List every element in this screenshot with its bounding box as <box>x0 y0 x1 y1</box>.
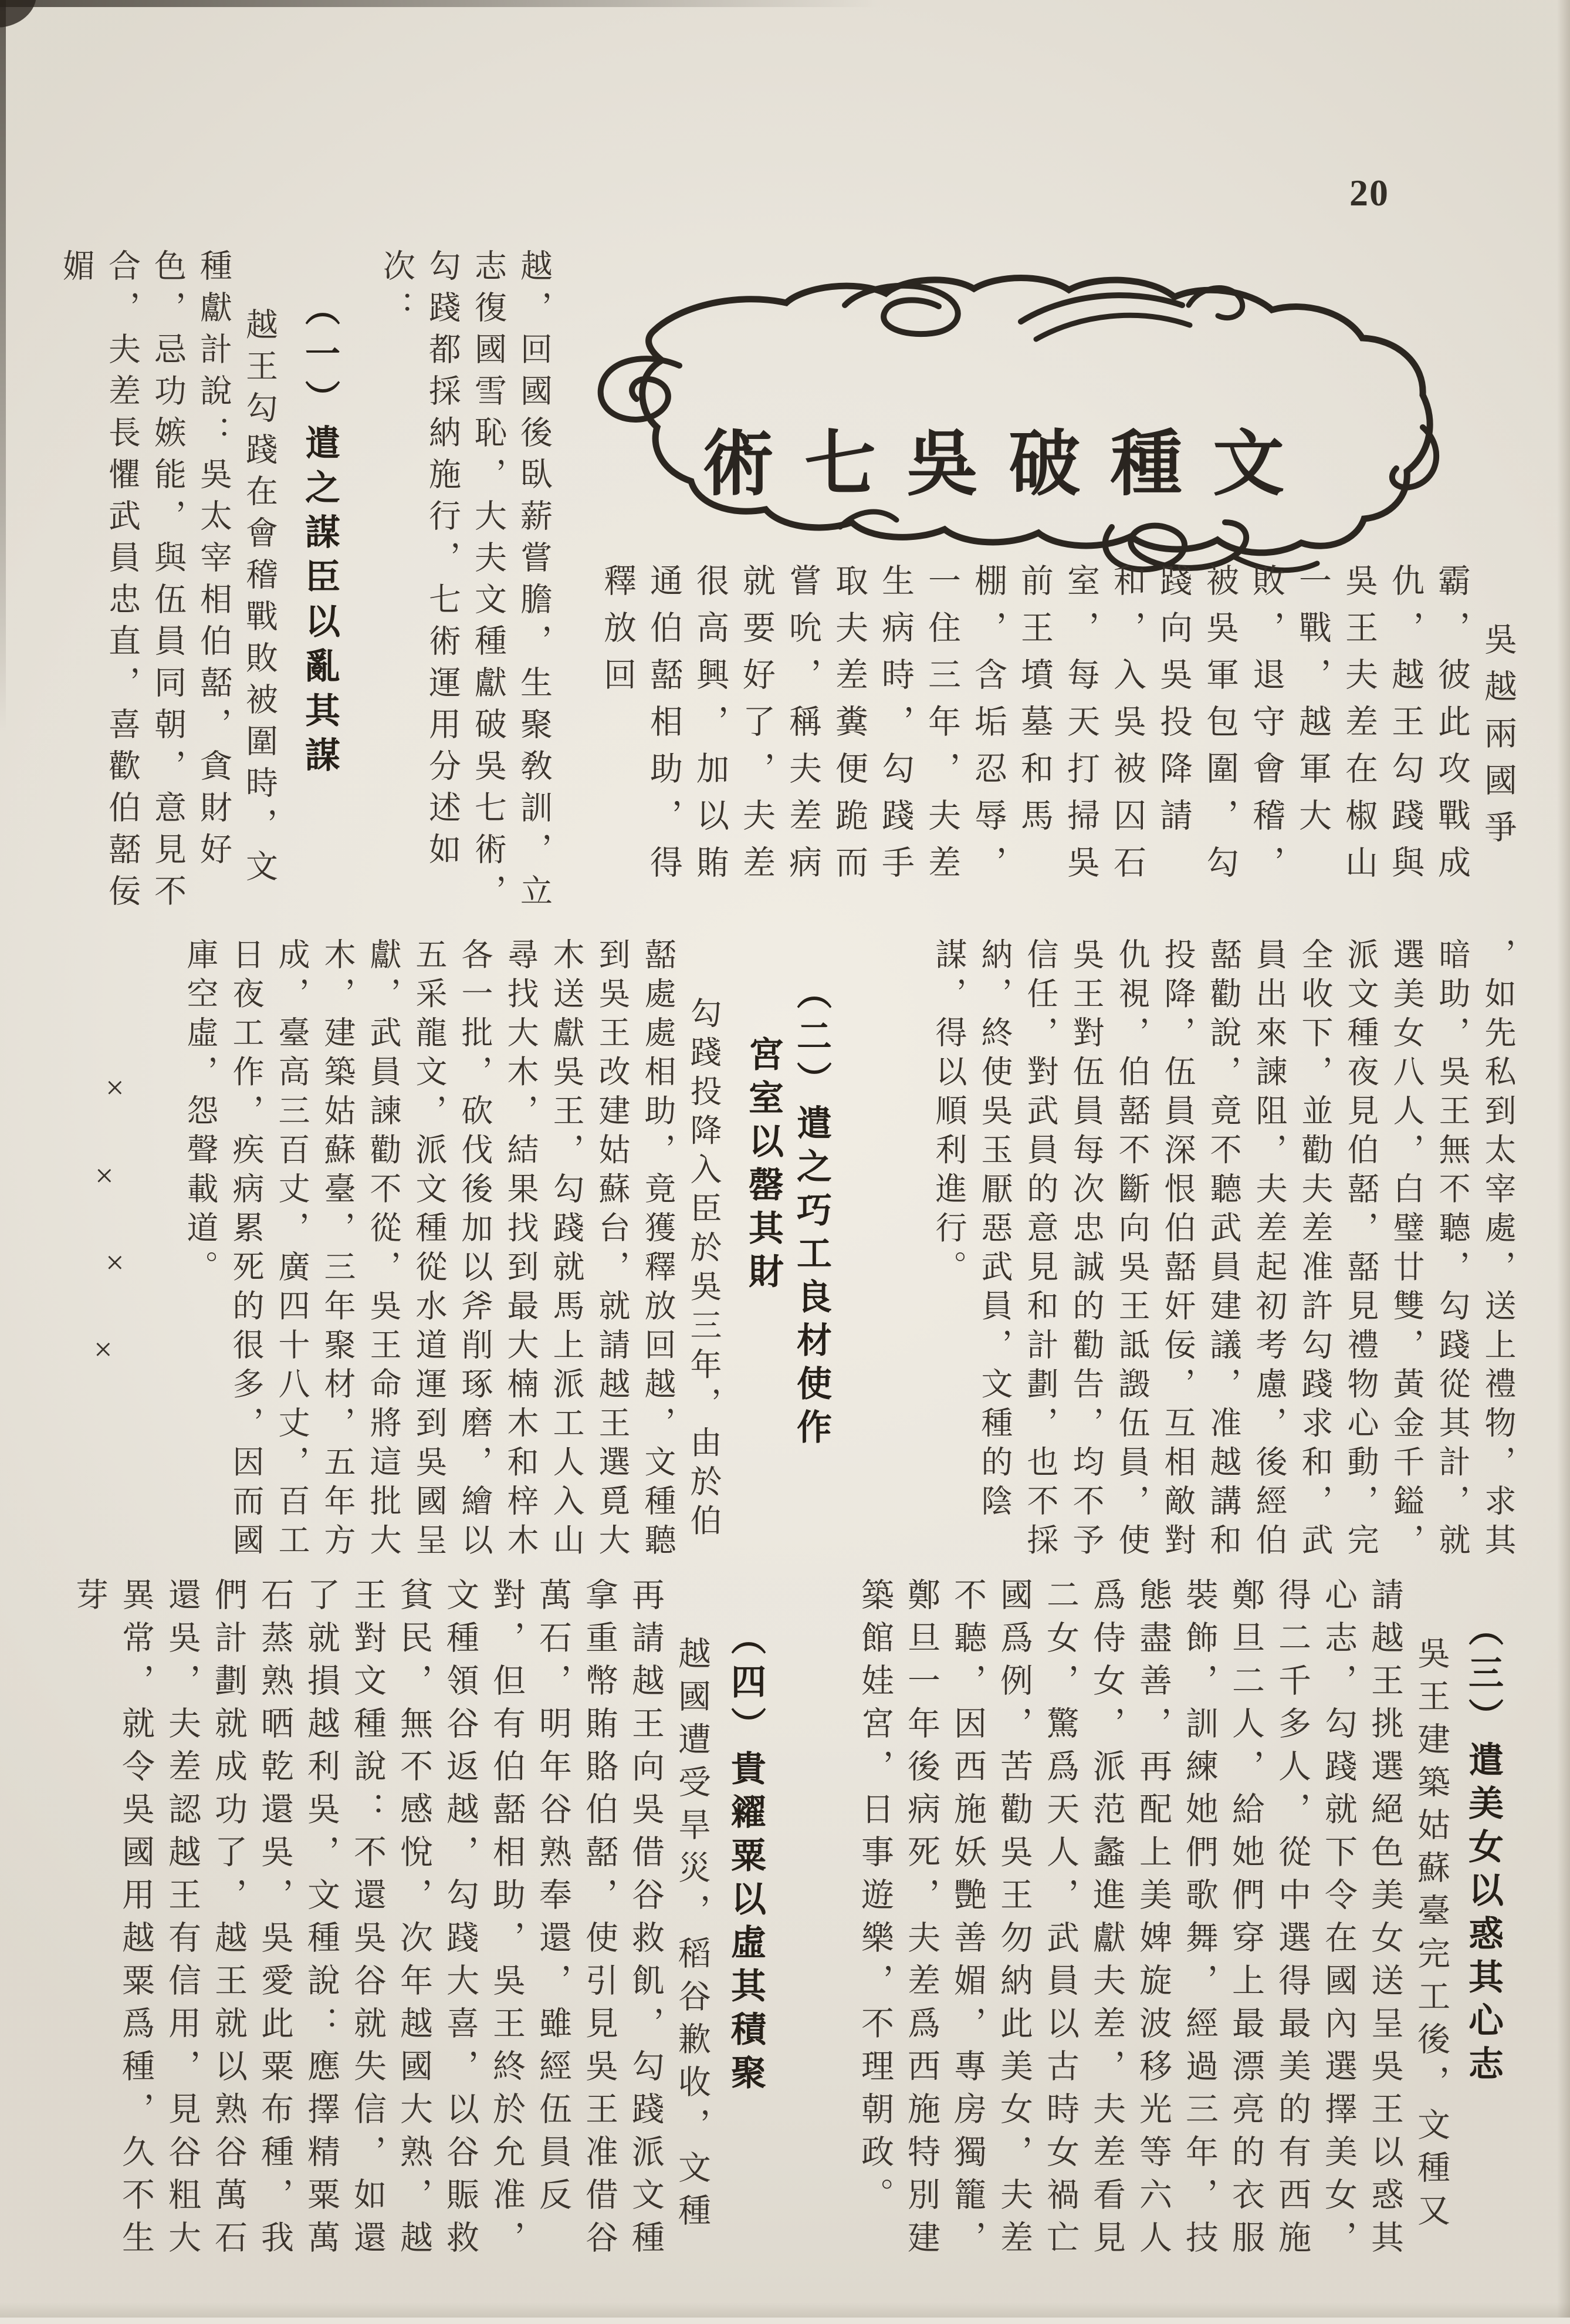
cloud-loop-top <box>845 286 958 334</box>
separator-x-mark: × <box>95 1158 114 1194</box>
section-2-body: 勾踐投降入臣於吳三年，由於伯嚭處處相助，竟獲釋放回越，文種聽到吳王改建姑蘇台，就請越王選覓大木送獻吳王，勾踐就馬上派工人入山尋找大木，結果找到最大楠木和梓木各一批，砍伐後加以斧削琢磨，繪以五采龍文，派文種從水道運到吳國呈獻，武員諫勸不從，吳王命將這批大木，建築姑蘇臺，三年聚材，五年方成，臺高三百丈，廣四十八丈，百工日夜工作，疾病累死的很多，因而國庫空虛，怨聲載道。 <box>182 938 721 1562</box>
scan-edge-right <box>1557 0 1570 2318</box>
separator-x-mark: × <box>106 1070 124 1106</box>
section-1-body-part-2: ，如先私到太宰處，送上禮物，求其暗助，吳王無不聽，勾踐從其計，就選美女八人，白璧廿雙，黃金千鎰，派文種夜見伯嚭，嚭見禮物心動，完全收下，並勸夫差准許勾踐求和，武員出來諫阻，夫差起初考慮，後經伯嚭勸說，竟不聽武員建議，准越講和投降，伍員深恨伯嚭奸佞，互相敵對仇視，伯嚭不斷向吳王詆譭伍員，使吳王對伍員每次忠誠的勸告，均不予信任，對武員的意見和計劃，也不採納，終使吳玉厭惡武員，文種的陰謀，得以順利進行。 <box>931 938 1515 1562</box>
article-title: 文種破吳七術 <box>702 425 1315 505</box>
section-2-heading: （二）遣之巧工良材使作 <box>792 974 831 1452</box>
title-box <box>610 251 1437 580</box>
section-2-heading-line-2: 宮室以罄其財 <box>744 1036 783 1296</box>
section-4-heading: （四）貴糴粟以虛其積聚 <box>726 1620 765 2097</box>
scan-edge-left <box>0 0 6 734</box>
section-1-heading: （一）遣之謀臣以亂其謀 <box>300 290 339 781</box>
intro-paragraph-part-1: 吳越兩國爭霸，彼此攻戰成仇，越王勾踐與吳王夫差在椒山一戰，越軍大敗，退守會稽，被吳軍包圍，勾踐向吳投降請和，入吳被囚石室，每天打掃吳前王墳墓和馬棚，含垢忍辱，一住三年，夫差生病時，勾踐手取夫差糞便跪而嘗吮，稱夫差病就要好了，夫差很高興，加以賄通伯嚭相助，得釋放回 <box>599 563 1516 892</box>
section-1-body-part-1: 越王勾踐在會稽戰敗被圍時，文種獻計說：吳太宰相伯嚭，貪財好色，忌功嫉能，與伍員同朝，意見不合，夫差長懼武員忠直，喜歡伯嚭佞媚 <box>58 249 277 916</box>
page-number: 20 <box>1349 172 1389 214</box>
cloud-ribbon-top-right-2 <box>1036 315 1190 339</box>
scan-corner-artifact <box>0 0 40 29</box>
section-4-body: 越國遭受旱災，稻谷歉收，文種再請越王向吳借谷救飢，勾踐派文種拿重幣賄賂伯嚭，使引見吳王准借谷萬石，明年谷熟奉還，雖經伍員反對，但有伯嚭相助，吳王終於允准，文種領谷返越，勾踐大喜，以谷賑救貧民，無不感悅，次年越國大熟，越王對文種說：不還吳谷就失信，如還了就損越利吳，文種說：應擇精粟萬石蒸熟晒乾還吳，吳愛此粟布種，我們計劃就成功了，越王就以熟谷萬石還吳，夫差認越王有信用，見谷粗大異常，就令吳國用越粟爲種，久不生芽 <box>71 1578 710 2263</box>
section-3-heading: （三）遣美女以惑其心志 <box>1464 1611 1503 2089</box>
scan-edge-top <box>0 0 880 7</box>
section-3-body: 吳王建築姑蘇臺完工後，文種又請越王挑選絕色美女送呈吳王以惑其心志，勾踐就下令在國內選擇美女，得二千多人，從中選得最美的有西施鄭旦二人，給她們穿上最漂亮的衣服裝飾，訓練她們歌舞，經過三年，技態盡善，再配上美婢旋波移光等六人爲侍女，派范蠡進獻夫差，夫差看見二女，驚爲天人，武員以古時女禍亡國爲例，苦勸吳王勿納此美女，夫差不聽，因西施妖艷善媚，專房獨籠，鄭旦一年後病死，夫差爲西施特別建築館娃宮，日事遊樂，不理朝政。 <box>857 1578 1449 2263</box>
intro-paragraph-part-2: 越，回國後臥薪嘗膽，生聚敎訓，立志復國雪恥，大夫文種獻破吳七術，勾踐都採納施行，七術運用分述如次： <box>378 249 551 916</box>
scan-edge-bottom <box>0 2302 1570 2318</box>
separator-x-mark: × <box>106 1245 124 1281</box>
separator-x-mark: × <box>94 1332 113 1368</box>
